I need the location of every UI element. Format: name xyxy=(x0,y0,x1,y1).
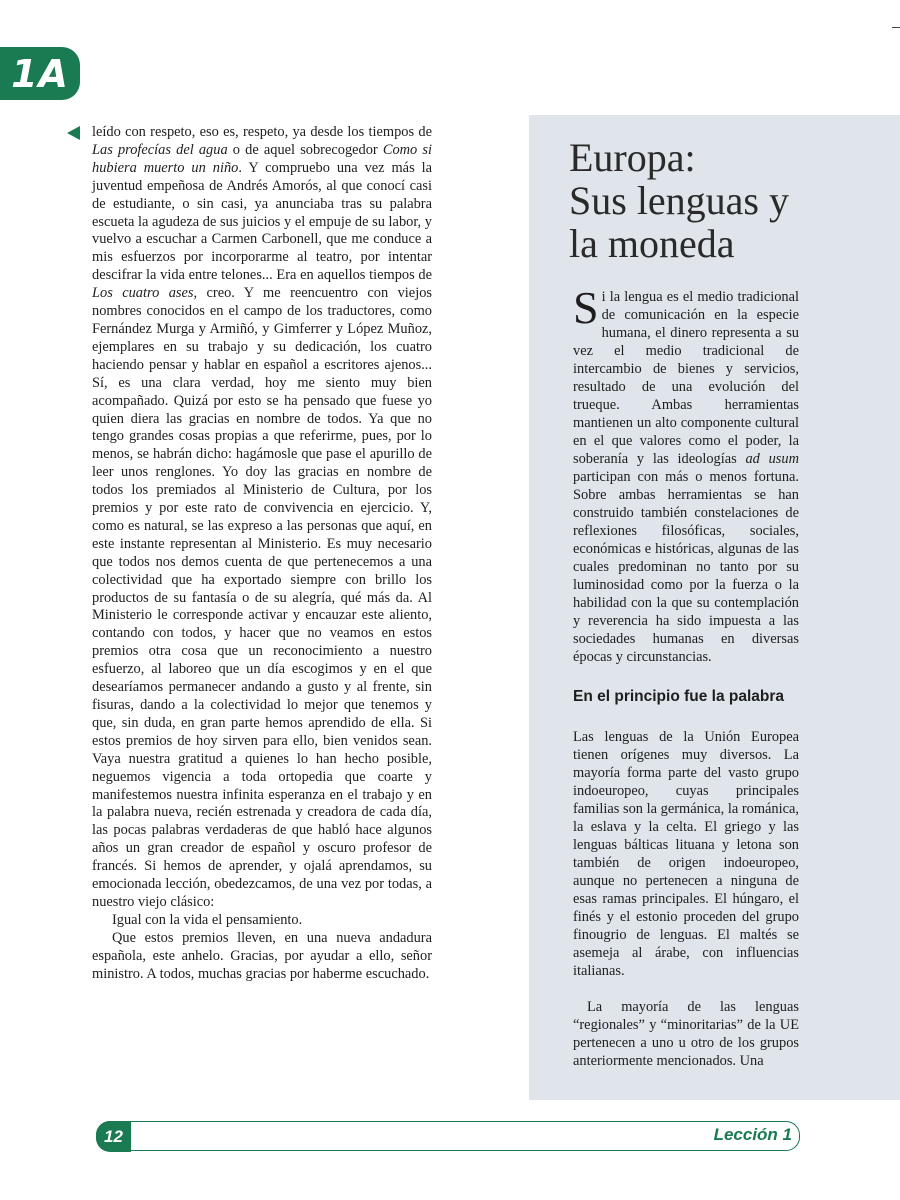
sidebar-intro: Si la lengua es el medio tradicional de comunicación en la especie humana, el dinero representa a su vez el medio tradicional de intercambio de bienes y servicios, resultado de una evolución del trueque. Ambas herramientas mantienen un alto componente cultural en el que valores como el poder, la soberanía y las ideologías ad usum participan con más o menos fortuna. Sobre ambas herramientas se han construido también constelaciones de reflexiones filosóficas, sociales, económicas e históricas, algunas de las cuales predominan no tanto por su luminosidad como por la fuerza o la habilidad con la que su contemplación y reverencia ha sido impuesta a las sociedades humanas en diversas épocas y circunstancias. xyxy=(573,282,799,665)
drop-cap: S xyxy=(573,282,599,333)
lesson-badge xyxy=(0,47,80,100)
left-paragraph-quote: Igual con la vida el pensamiento. xyxy=(112,911,303,928)
left-column-text xyxy=(92,124,432,984)
sidebar-title: Europa: Sus lenguas y la moneda xyxy=(569,135,789,266)
sidebar-paragraph-3: La mayoría de las lenguas “regionales” y “minoritarias” de la UE pertenecen a uno u otro de los grupos anteriormente mencionados. Una xyxy=(573,999,799,1069)
sidebar-section-heading: En el principio fue la palabra xyxy=(573,688,785,705)
continuation-arrow-icon xyxy=(67,126,80,140)
page-number: 12 xyxy=(96,1121,131,1152)
footer-bar xyxy=(96,1121,800,1151)
sidebar-paragraph-2: Las lenguas de la Unión Europea tienen orígenes muy diversos. La mayoría forma parte del vasto grupo indoeuropeo, cuyas principales familias son la germánica, la románica, la eslava y la celta. El griego y las lenguas bálticas lituana y letona son también de origen indoeuropeo, aunque no pertenecen a ninguna de esas ramas principales. El húngaro, el finés y el estonio proceden del grupo finougrio de lenguas. El maltés se asemeja al árabe, con influencias italianas. xyxy=(573,729,799,979)
left-paragraph-1: leído con respeto, eso es, respeto, ya desde los tiempos de Las profecías del agua o de aquel sobrecogedor Como si hubiera muerto un niño. Y compruebo una vez más la juventud empeñosa de Andrés Amorós, al que conocí casi de estudiante, o sin casi, ya anunciaba tras su palabra escueta la agudeza de sus juicios y el empuje de su labor, y vuelvo a escuchar a Carmen Carbonell, que me conduce a mis esfuerzos por incorporarme al teatro, por intentar descifrar la vida entre telones... Era en aquellos tiempos de Los cuatro ases, creo. Y me reencuentro con viejos nombres conocidos en el campo de los traductores, como Fernández Murga y Armiñó, y Gimferrer y López Muñoz, ejemplares en su trabajo y su dedicación, los cuatro haciendo pensar y hablar en español a escritores ajenos... Sí, es una clara verdad, hoy me siento muy bien acompañado. Quizá por esto se ha pensado que fuese yo quien diera las gracias en nombre de todos. Ya que no tengo grandes cosas propias a que referirme, pues, por lo menos, se habrán dicho: hagámosle que pase el apurillo de leer unos renglones. Yo doy las gracias en nombre de todos los premiados al Ministerio de Cultura, por los premios y por este rato de convivencia en ejercicio. Y, como es natural, se las expreso a las personas que aquí, en este instante representan al Ministerio. Es muy necesario que todos nos demos cuenta de que pertenecemos a una colectividad que ha exportado siempre con brillo los productos de su fantasía o de su alegría, qué más da. Al Ministerio le corresponde activar y encauzar este aliento, contando con todos, y hacer que no veamos en estos premios otra cosa que un reconocimiento a nuestro esfuerzo, al laboreo que un día escogimos y en el que desearíamos permanecer andando a gusto y al frente, sin fisuras, dando a la colectividad lo mejor que tenemos y que, sin duda, en gran parte hemos aprendido de ella. Si estos premios de hoy sirven para ello, bien venidos sean. Vaya nuestra gratitud a quienes lo han hecho posible, neguemos vigencia a toda ortopedia que coarte y manifestemos nuestra infinita esperanza en el trabajo y en la palabra nueva, recién estrenada y creadora de cada día, las pocas palabras verdaderas de que habló hace algunos años un gran creador de español y oscuro profesor de francés. Si hemos de aprender, y ojalá aprendamos, su emocionada lección, obedezcamos, de una vez por todas, a nuestro viejo clásico: xyxy=(92,124,433,910)
crop-mark-top xyxy=(892,27,900,28)
sidebar-body xyxy=(573,282,799,1070)
footer-lesson-label: Lección 1 xyxy=(713,1125,792,1144)
lesson-badge-label: 1A xyxy=(11,51,69,96)
left-paragraph-3: Que estos premios lleven, en una nueva andadura española, este anhelo. Gracias, por ayudar a ello, señor ministro. A todos, muchas gracias por haberme escuchado. xyxy=(92,929,432,982)
